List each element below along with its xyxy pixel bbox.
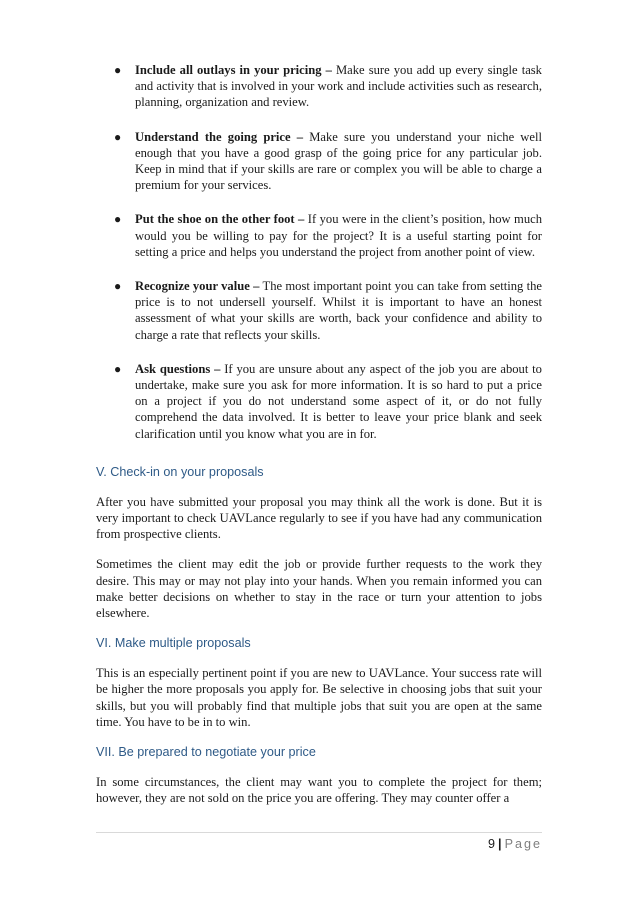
page-label: Page xyxy=(504,837,542,851)
bullet-item xyxy=(96,361,542,442)
bullet-body: Make sure you add up every single task and activity that is involved in your work and include activities such as research, planning, organization and review. xyxy=(135,63,542,110)
bullet-dot-icon: ● xyxy=(114,279,122,294)
bullet-dot-icon: ● xyxy=(114,361,122,376)
bullet-title: Ask questions – xyxy=(135,361,221,376)
bullet-item xyxy=(96,211,542,260)
paragraph: This is an especially pertinent point if you are new to UAVLance. Your success rate will be higher the more proposals you apply for. Be selective in choosing jobs that suit your skills, but you will probably find that multiple jobs that suit you are open at the same time. You have to be in to win. xyxy=(96,666,542,729)
section-heading: VI. Make multiple proposals xyxy=(96,636,251,651)
paragraph: In some circumstances, the client may want you to complete the project for them; however, they are not sold on the price you are offering. They may counter offer a xyxy=(96,775,542,806)
bullet-dot-icon: ● xyxy=(114,212,122,227)
page-number: 9 xyxy=(488,837,496,851)
footer-divider xyxy=(96,832,542,833)
bullet-title: Include all outlays in your pricing – xyxy=(135,63,332,77)
bullet-body: Make sure you understand your niche well enough that you have a good grasp of the going price for any particular job. Keep in mind that if your skills are rare or complex you will be able to charge a premium for your services. xyxy=(135,129,542,193)
page-footer xyxy=(488,837,542,851)
bullet-dot-icon: ● xyxy=(114,129,122,144)
section-heading: VII. Be prepared to negotiate your price xyxy=(96,745,316,760)
bullet-item xyxy=(96,278,542,343)
page-content xyxy=(96,62,542,821)
footer-separator: | xyxy=(498,837,502,851)
bullet-body: If you are unsure about any aspect of the job you are about to undertake, make sure you ask for more information. It is so hard to put a price on a project if you do not understand some aspect of it, or do not fully comprehend the data involved. It is better to leave your price blank and seek clarification until you know what you are in for. xyxy=(135,361,542,441)
bullet-body: If you were in the client’s position, how much would you be willing to pay for the project? It is a useful starting point for setting a price and helps you understand the project from another point of view. xyxy=(135,212,542,259)
paragraph: After you have submitted your proposal you may think all the work is done. But it is very important to check UAVLance regularly to see if you have had any communication from prospective clients. xyxy=(96,494,542,542)
section-heading: V. Check-in on your proposals xyxy=(96,464,264,479)
bullet-title: Understand the going price – xyxy=(135,129,304,144)
bullet-item xyxy=(96,129,542,194)
bullet-title: Put the shoe on the other foot – xyxy=(135,212,305,227)
bullet-body: The most important point you can take from setting the price is to not undersell yourself. Whilst it is important to have an honest assessment of what your skills are worth, back your confidence and ability to charge a rate that reflects your skills. xyxy=(135,279,542,342)
paragraph: Sometimes the client may edit the job or provide further requests to the work they desire. This may or may not play into your hands. When you remain informed you can make better decisions on whether to stay in the race or turn your attention to jobs elsewhere. xyxy=(96,557,542,621)
bullet-item xyxy=(96,62,542,111)
bullet-title: Recognize your value – xyxy=(135,279,260,294)
bullet-dot-icon: ● xyxy=(114,63,122,77)
bullet-list xyxy=(96,62,542,442)
